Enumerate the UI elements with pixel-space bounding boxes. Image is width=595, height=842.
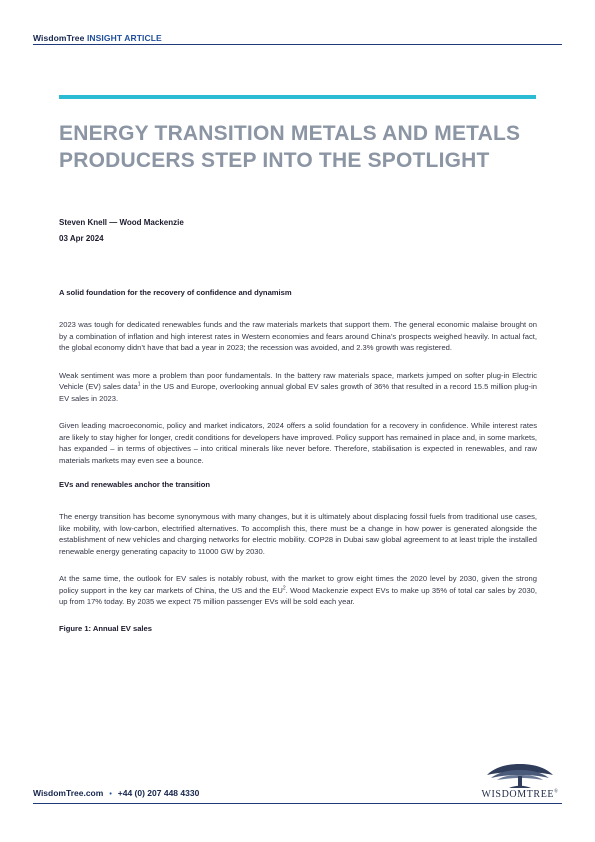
footer-phone: +44 (0) 207 448 4330 bbox=[117, 788, 200, 798]
paragraph: The energy transition has become synonymous with many changes, but it is ultimately about displacing fossil fuels from traditional use cases, like mobility, with low-carbon, electrified alternatives. To accomplish this, there must be a change in how power is generated alongside the establishment of new vehicles and charging networks for electric mobility. COP28 in Dubai saw global agreement to at least triple the installed renewable energy generating capacity to 11000 GW by 2030. bbox=[59, 512, 537, 556]
wisdomtree-logo bbox=[477, 763, 563, 803]
figure-caption: Figure 1: Annual EV sales bbox=[59, 623, 152, 633]
publish-date: 03 Apr 2024 bbox=[59, 234, 104, 243]
paragraph: 2023 was tough for dedicated renewables funds and the raw materials markets that support them. The general economic malaise brought on by a combination of inflation and high interest rates in Western economies and fears around China’s prospects weighed heavily. In actual fact, the global economy didn’t have that bad a year in 2023; the recession was avoided, and 2.3% growth was registered. bbox=[59, 320, 537, 352]
header-article-type: INSIGHT ARTICLE bbox=[86, 33, 162, 43]
footer-website-link[interactable]: WisdomTree.com bbox=[33, 788, 104, 798]
paragraph: At the same time, the outlook for EV sales is notably robust, with the market to grow eight times the 2020 level by 2030, given the strong policy support in the key car markets of China, the US and the $EU^2$. Wood Mackenzie expect EVs to make up 35% of total car sales by 2030, up from 17% today. By 2035 we expect 75 million passenger EVs will be sold each year. bbox=[59, 574, 538, 606]
logo-wordmark: WISDOMTREE® bbox=[481, 789, 559, 800]
footnote-ref-1[interactable]: 1 bbox=[137, 381, 141, 388]
footer-separator: • bbox=[109, 791, 112, 798]
title-accent-bar bbox=[59, 95, 536, 99]
paragraph: Given leading macroeconomic, policy and market indicators, 2024 offers a solid foundation for a recovery in confidence. While interest rates are likely to stay higher for longer, credit conditions for developers have improved. Policy support has remained in place and, in some markets, has expanded – in terms of objectives – into critical minerals like never before. Therefore, stabilisation is expected in renewables, and raw materials markets may even see a bounce. bbox=[59, 421, 537, 465]
footer-contact bbox=[33, 788, 199, 798]
author: Steven Knell — Wood Mackenzie bbox=[59, 218, 184, 227]
header-label bbox=[33, 33, 162, 43]
footer-divider bbox=[33, 803, 562, 804]
section-heading-evs: EVs and renewables anchor the transition bbox=[59, 480, 211, 489]
paragraph: Weak sentiment was more a problem than poor fundamentals. In the battery raw materials space, markets jumped on softer plug-in Electric Vehicle (EV) sales data$^1$ in the US and Europe, overlooking annual global EV sales growth of 36% that resulted in a record 15.5 million plug-in EV sales in 2023. bbox=[59, 370, 537, 403]
byline bbox=[59, 215, 184, 247]
header-divider bbox=[33, 44, 562, 45]
article-title: ENERGY TRANSITION METALS AND METALS PRODUCERS STEP INTO THE SPOTLIGHT bbox=[59, 122, 521, 172]
article-body bbox=[59, 288, 537, 634]
footnote-ref-2[interactable]: 2 bbox=[282, 584, 286, 591]
section-heading-foundation: A solid foundation for the recovery of confidence and dynamism bbox=[59, 288, 292, 297]
header-brand: WisdomTree bbox=[33, 33, 85, 43]
tree-logo-icon bbox=[485, 763, 555, 789]
